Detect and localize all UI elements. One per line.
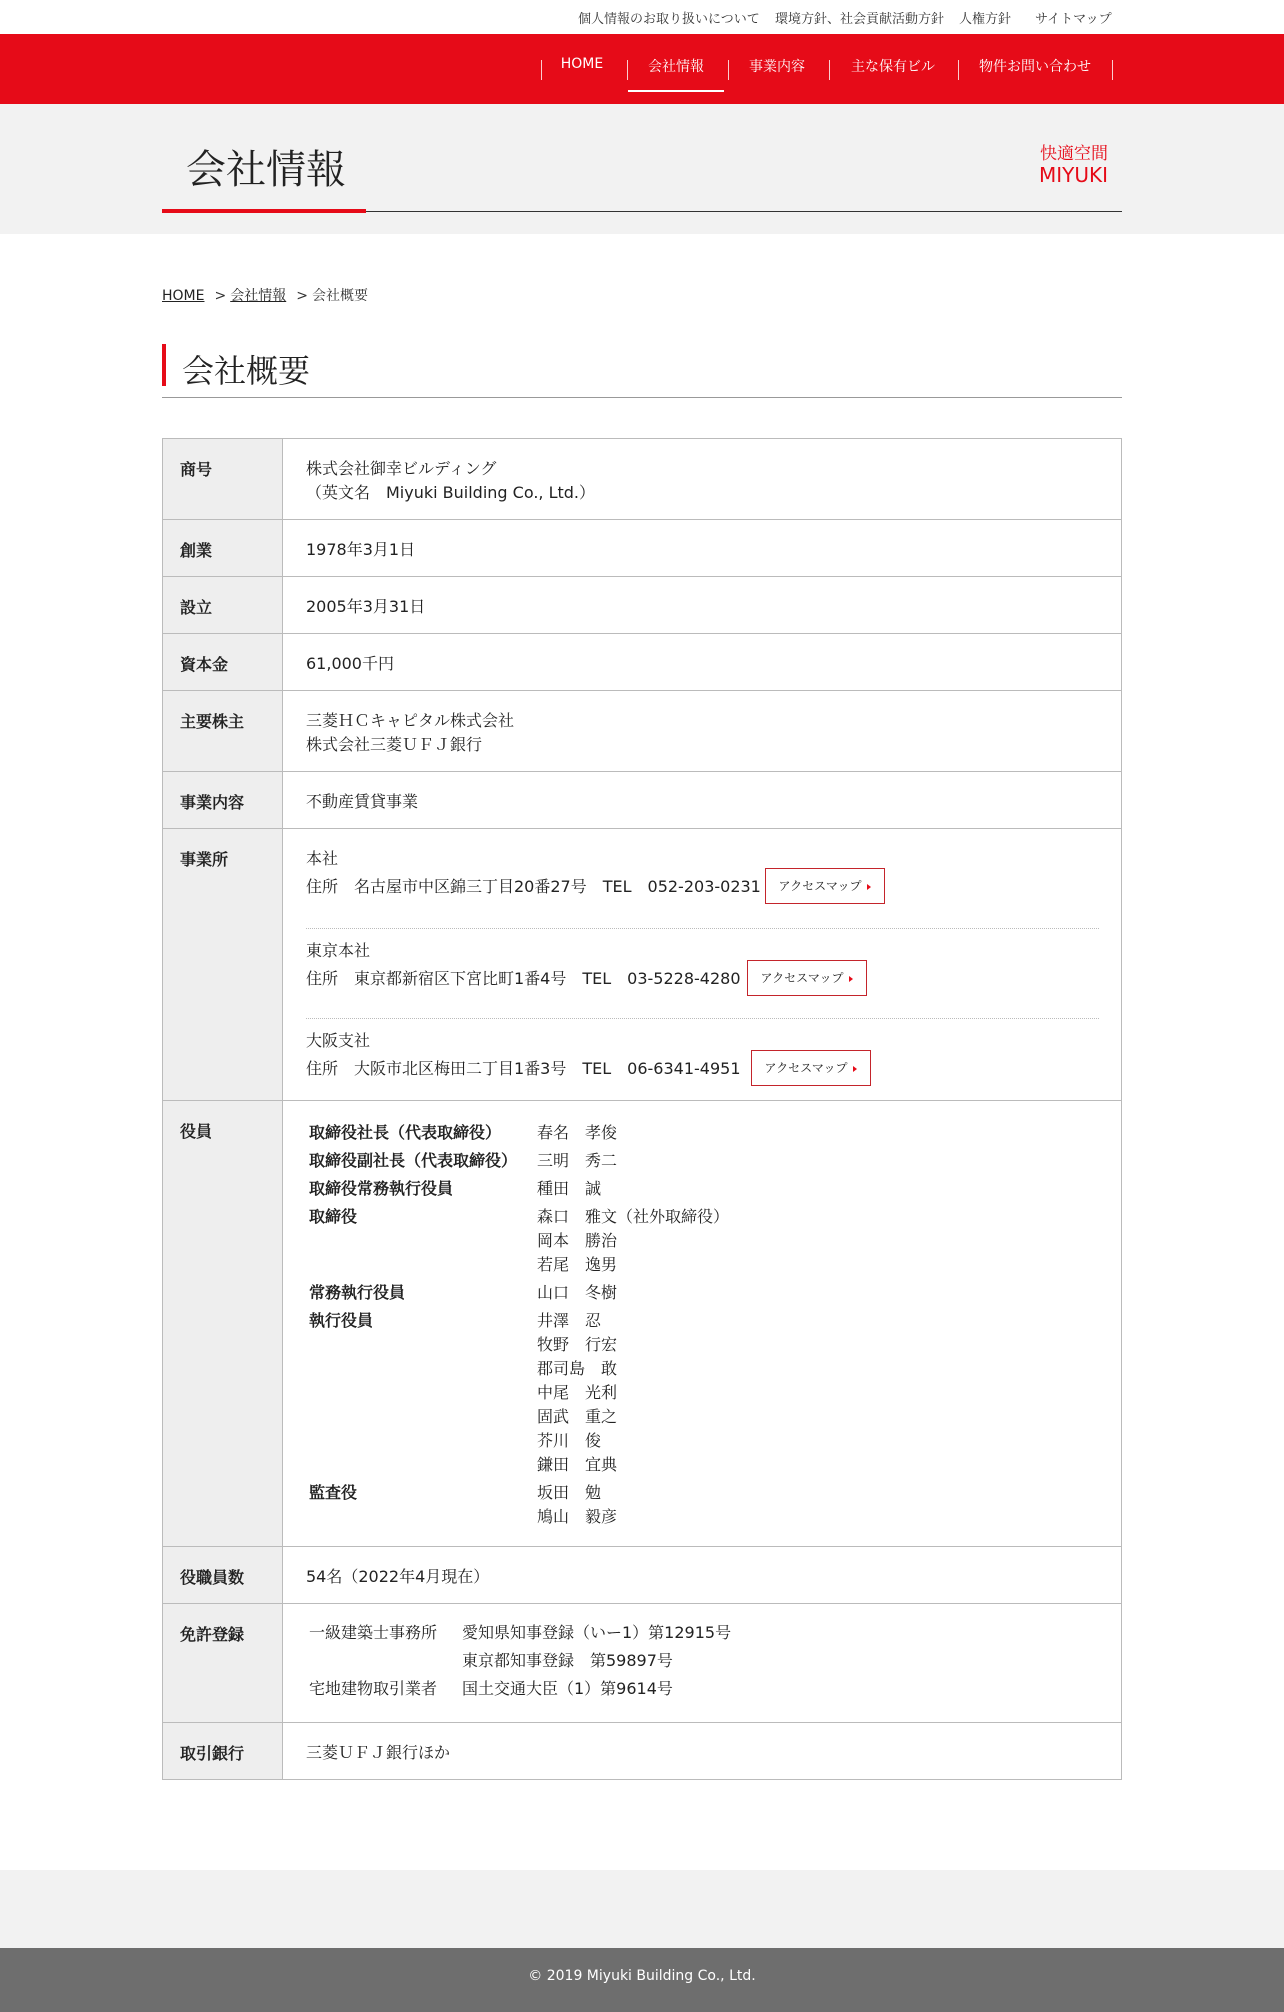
main-nav: [0, 34, 1284, 104]
breadcrumb-current: 会社概要: [311, 288, 368, 304]
row-label: 設立: [163, 577, 283, 634]
row-shareholders: [163, 691, 1122, 772]
footer-spacer: [0, 1870, 1284, 1948]
arrow-right-icon: [849, 976, 853, 982]
office-name: 本社: [306, 849, 339, 868]
company-info-table: [162, 438, 1122, 1780]
trade-name: 株式会社御幸ビルディング: [306, 459, 497, 478]
office-block: [306, 1018, 1099, 1100]
row-founded: [163, 520, 1122, 577]
officer-row: 取締役社長（代表取締役） 春名 孝俊: [309, 1123, 618, 1142]
officers-list: [306, 1121, 729, 1529]
section-heading: [162, 344, 1122, 398]
link-human-rights[interactable]: 人権方針: [959, 12, 1012, 27]
officer-row: 監査役 坂田 勉 鳩山 毅彦: [309, 1483, 618, 1526]
nav-divider: [1112, 60, 1113, 80]
brand-logo[interactable]: [1039, 144, 1108, 186]
section-accent-bar: [162, 344, 166, 386]
established-value: 2005年3月31日: [306, 597, 426, 616]
page-title: 会社情報: [186, 147, 346, 193]
officer-row: 取締役常務執行役員 種田 誠: [309, 1179, 602, 1198]
brand-name: MIYUKI: [1038, 163, 1108, 187]
breadcrumb: [162, 285, 368, 305]
row-trade-name: [163, 439, 1122, 520]
business-value: 不動産賃貸事業: [306, 792, 419, 811]
license-row: 一級建築士事務所 愛知県知事登録（いー1）第12915号: [309, 1623, 732, 1642]
access-map-button[interactable]: アクセスマップ: [765, 868, 885, 904]
office-block: [306, 829, 1099, 928]
nav-active-indicator: [628, 90, 724, 92]
bank-value: 三菱ＵＦＪ銀行ほか: [306, 1743, 451, 1762]
row-label: 免許登録: [163, 1604, 283, 1723]
row-capital: [163, 634, 1122, 691]
license-row: 宅地建物取引業者 国土交通大臣（1）第9614号: [309, 1679, 673, 1698]
row-label: 主要株主: [163, 691, 283, 772]
row-employees: [163, 1547, 1122, 1604]
row-label: 資本金: [163, 634, 283, 691]
footer: [0, 1948, 1284, 2012]
row-label: 事業所: [163, 829, 283, 1101]
row-offices: [163, 829, 1122, 1101]
row-label: 役職員数: [163, 1547, 283, 1604]
page-header: [0, 104, 1284, 234]
breadcrumb-sep: >: [214, 288, 227, 304]
officer-row: 取締役副社長（代表取締役） 三明 秀二: [309, 1151, 618, 1170]
officer-row: 執行役員 井澤 忍 牧野 行宏 郡司島 敢 中尾 光利 固武 重之 芥川 俊 鎌田 宜典: [309, 1311, 618, 1474]
breadcrumb-company[interactable]: 会社情報: [230, 288, 287, 304]
row-label: 役員: [163, 1101, 283, 1547]
nav-business[interactable]: 事業内容: [749, 59, 805, 75]
row-label: 商号: [163, 439, 283, 520]
row-licenses: [163, 1604, 1122, 1723]
license-list: [309, 1619, 731, 1703]
shareholder: 株式会社三菱ＵＦＪ銀行: [306, 735, 483, 754]
office-block: [306, 928, 1099, 1018]
shareholder: 三菱ＨＣキャピタル株式会社: [306, 711, 515, 730]
link-environment-policy[interactable]: 環境方針、社会貢献活動方針: [775, 12, 945, 27]
row-label: 事業内容: [163, 772, 283, 829]
copyright: © 2019 Miyuki Building Co., Ltd.: [528, 1968, 756, 1984]
breadcrumb-home[interactable]: HOME: [162, 288, 205, 304]
nav-inquiry[interactable]: 物件お問い合わせ: [979, 59, 1091, 75]
officer-row: 常務執行役員 山口 冬樹: [309, 1283, 618, 1302]
officer-row: 取締役 森口 雅文（社外取締役） 岡本 勝治 若尾 逸男: [309, 1207, 730, 1274]
nav-home[interactable]: HOME: [560, 56, 604, 72]
office-address: 住所 名古屋市中区錦三丁目20番27号 TEL 052-203-0231: [306, 877, 761, 896]
office-name: 大阪支社: [306, 1031, 371, 1050]
link-privacy[interactable]: 個人情報のお取り扱いについて: [578, 12, 760, 27]
row-bank: [163, 1723, 1122, 1780]
employees-value: 54名（2022年4月現在）: [306, 1567, 490, 1586]
office-address: 住所 東京都新宿区下宮比町1番4号 TEL 03-5228-4280: [306, 969, 741, 988]
office-address: 住所 大阪市北区梅田二丁目1番3号 TEL 06-6341-4951: [306, 1059, 741, 1078]
founded-value: 1978年3月1日: [306, 540, 416, 559]
capital-value: 61,000千円: [306, 654, 394, 673]
row-label: 創業: [163, 520, 283, 577]
brand-tagline: 快適空間: [1040, 144, 1108, 164]
trade-name-en: （英文名 Miyuki Building Co., Ltd.）: [306, 483, 596, 502]
utility-bar: [0, 0, 1284, 34]
link-sitemap[interactable]: サイトマップ: [1035, 12, 1112, 27]
access-map-button[interactable]: アクセスマップ: [751, 1050, 871, 1086]
header-accent: [162, 209, 366, 213]
license-row: 東京都知事登録 第59897号: [462, 1651, 673, 1670]
section-title: 会社概要: [182, 352, 311, 390]
arrow-right-icon: [853, 1066, 857, 1072]
row-business: [163, 772, 1122, 829]
nav-company[interactable]: 会社情報: [648, 59, 704, 75]
row-officers: [163, 1101, 1122, 1547]
nav-buildings[interactable]: 主な保有ビル: [851, 59, 935, 75]
row-established: [163, 577, 1122, 634]
access-map-button[interactable]: アクセスマップ: [747, 960, 867, 996]
office-name: 東京本社: [306, 941, 371, 960]
arrow-right-icon: [867, 884, 871, 890]
row-label: 取引銀行: [163, 1723, 283, 1780]
breadcrumb-sep: >: [296, 288, 308, 304]
